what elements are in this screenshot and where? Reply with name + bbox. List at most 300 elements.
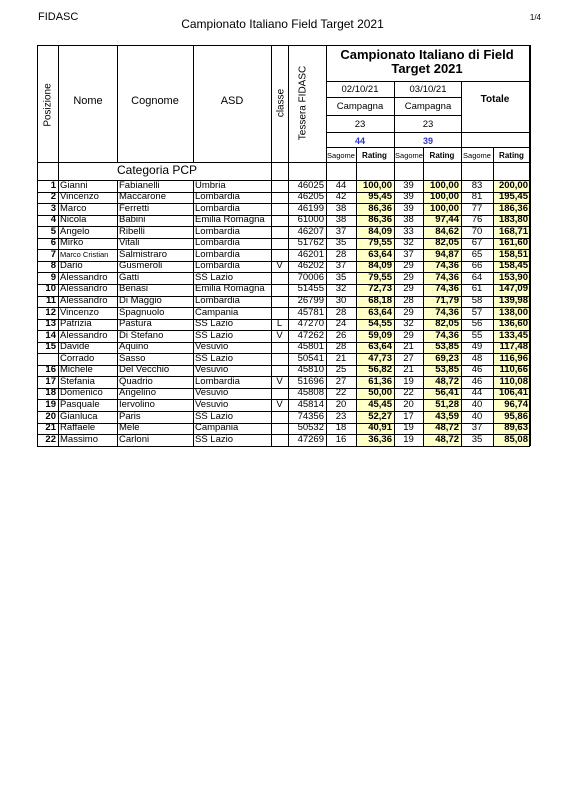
cell-sagome-totale: 57 bbox=[471, 307, 483, 318]
cell-sagome-2: 29 bbox=[403, 307, 414, 318]
cell-rating-1: 68,18 bbox=[368, 296, 392, 306]
event-2-max: 39 bbox=[422, 136, 433, 146]
cell-rating-2: 48,72 bbox=[435, 423, 459, 434]
row-divider bbox=[37, 192, 530, 193]
cell-posizione: 9 bbox=[50, 272, 56, 283]
cell-sagome-1: 38 bbox=[335, 203, 347, 214]
cell-cognome: Ferretti bbox=[119, 203, 150, 214]
cell-sagome-1: 18 bbox=[335, 423, 347, 434]
cell-nome: Gianluca bbox=[60, 411, 98, 422]
subheader-rating-2: Rating bbox=[429, 151, 455, 160]
cell-asd: Vesuvio bbox=[195, 365, 229, 376]
cell-tessera: 45801 bbox=[297, 342, 324, 353]
cell-sagome-1: 28 bbox=[335, 249, 347, 260]
cell-sagome-2: 20 bbox=[403, 399, 414, 410]
results-table bbox=[37, 45, 530, 468]
cell-cognome: Salmistraro bbox=[119, 249, 168, 260]
cell-sagome-totale: 55 bbox=[471, 330, 483, 341]
event-1-type: Campagna bbox=[336, 101, 384, 112]
cell-classe: V bbox=[276, 399, 283, 410]
cell-sagome-2: 33 bbox=[403, 226, 414, 237]
cell-rating-1: 95,45 bbox=[368, 192, 392, 203]
cell-nome: Alessandro bbox=[60, 272, 108, 283]
cell-nome: Alessandro bbox=[60, 284, 108, 295]
cell-rating-1: 72,73 bbox=[368, 284, 392, 295]
cell-rating-totale: 195,45 bbox=[498, 192, 528, 203]
cell-asd: Lombardia bbox=[195, 376, 240, 387]
cell-rating-totale: 153,90 bbox=[498, 272, 528, 283]
cell-asd: Umbria bbox=[195, 180, 226, 191]
cell-sagome-totale: 65 bbox=[471, 249, 483, 260]
event-1-date: 02/10/21 bbox=[341, 84, 379, 95]
cell-sagome-1: 35 bbox=[335, 272, 347, 283]
table-left-border bbox=[37, 45, 38, 446]
cell-tessera: 50541 bbox=[297, 353, 324, 364]
subheader-rating-1: Rating bbox=[362, 151, 387, 160]
cell-rating-totale: 96,74 bbox=[504, 399, 528, 410]
cell-rating-2: 100,00 bbox=[429, 180, 459, 191]
cell-rating-totale: 136,60 bbox=[498, 319, 528, 330]
cell-rating-1: 56,82 bbox=[368, 365, 392, 376]
cell-rating-2: 53,85 bbox=[435, 342, 459, 353]
cell-sagome-totale: 56 bbox=[471, 319, 483, 330]
cell-sagome-1: 25 bbox=[335, 365, 347, 376]
cell-tessera: 46199 bbox=[297, 203, 324, 214]
cell-rating-1: 84,09 bbox=[368, 261, 392, 272]
row-divider bbox=[326, 132, 530, 133]
cell-rating-2: 97,44 bbox=[435, 215, 459, 226]
cell-rating-2: 82,05 bbox=[435, 319, 459, 330]
subheader-sagome-2: Sagome bbox=[395, 151, 423, 160]
cell-tessera: 26799 bbox=[297, 296, 324, 306]
column-divider bbox=[288, 45, 289, 446]
cell-cognome: Iervolino bbox=[119, 399, 155, 410]
cell-posizione: 17 bbox=[45, 376, 56, 387]
cell-rating-totale: 138,00 bbox=[498, 307, 528, 318]
cell-classe: V bbox=[276, 376, 283, 387]
cell-rating-totale: 89,63 bbox=[504, 423, 528, 434]
cell-sagome-totale: 81 bbox=[471, 192, 483, 203]
cell-sagome-1: 20 bbox=[335, 399, 347, 410]
cell-sagome-1: 16 bbox=[335, 434, 347, 445]
cell-rating-totale: 168,71 bbox=[498, 226, 528, 237]
event-2-date: 03/10/21 bbox=[409, 84, 447, 95]
cell-rating-totale: 186,36 bbox=[498, 203, 528, 214]
row-divider bbox=[37, 261, 530, 262]
cell-tessera: 51762 bbox=[297, 238, 324, 249]
cell-sagome-totale: 40 bbox=[471, 399, 483, 410]
subheader-sagome-1: Sagome bbox=[327, 151, 355, 160]
header-cognome: Cognome bbox=[131, 95, 179, 107]
cell-rating-2: 74,36 bbox=[435, 284, 459, 295]
cell-asd: SS Lazio bbox=[195, 434, 234, 445]
cell-sagome-1: 26 bbox=[335, 330, 347, 341]
cell-tessera: 61000 bbox=[297, 215, 324, 226]
cell-nome: Corrado bbox=[60, 353, 95, 364]
cell-tessera: 45810 bbox=[297, 365, 324, 376]
cell-sagome-totale: 66 bbox=[471, 261, 483, 272]
cell-nome: Alessandro bbox=[60, 330, 108, 341]
cell-rating-totale: 106,41 bbox=[498, 388, 528, 399]
cell-rating-1: 36,36 bbox=[368, 434, 392, 445]
cell-sagome-2: 21 bbox=[403, 342, 414, 353]
cell-cognome: Di Stefano bbox=[119, 330, 164, 341]
cell-nome: Angelo bbox=[60, 226, 90, 237]
cell-cognome: Gatti bbox=[119, 272, 140, 283]
cell-sagome-1: 23 bbox=[335, 411, 347, 422]
column-divider bbox=[493, 147, 494, 446]
cell-asd: Lombardia bbox=[195, 203, 240, 214]
cell-rating-totale: 158,45 bbox=[498, 261, 528, 272]
event-2-targets: 23 bbox=[422, 119, 434, 130]
row-divider bbox=[37, 353, 530, 354]
cell-sagome-totale: 46 bbox=[471, 365, 483, 376]
header-tessera: Tessera FIDASC bbox=[297, 65, 309, 141]
cell-tessera: 45808 bbox=[297, 388, 324, 399]
cell-asd: Lombardia bbox=[195, 261, 240, 272]
cell-rating-2: 74,36 bbox=[435, 330, 459, 341]
cell-cognome: Del Vecchio bbox=[119, 365, 170, 376]
cell-cognome: Carloni bbox=[119, 434, 150, 445]
cell-rating-totale: 161,60 bbox=[498, 238, 528, 249]
column-divider bbox=[326, 45, 327, 446]
cell-asd: SS Lazio bbox=[195, 353, 234, 364]
cell-asd: Lombardia bbox=[195, 226, 240, 237]
cell-cognome: Gusmeroli bbox=[119, 261, 163, 272]
cell-sagome-totale: 37 bbox=[471, 423, 483, 434]
cell-nome: Stefania bbox=[60, 376, 95, 387]
cell-asd: Campania bbox=[195, 423, 239, 434]
row-divider bbox=[37, 272, 530, 273]
cell-posizione: 19 bbox=[45, 399, 56, 410]
cell-tessera: 47269 bbox=[297, 434, 324, 445]
cell-cognome: Babini bbox=[119, 215, 146, 226]
cell-sagome-2: 27 bbox=[403, 353, 414, 364]
column-divider bbox=[394, 81, 395, 446]
cell-posizione: 2 bbox=[50, 192, 56, 203]
cell-sagome-totale: 77 bbox=[471, 203, 483, 214]
event-1-max: 44 bbox=[354, 136, 365, 146]
cell-sagome-totale: 44 bbox=[471, 388, 483, 399]
column-divider bbox=[461, 81, 462, 446]
cell-asd: Emilia Romagna bbox=[195, 284, 265, 295]
cell-cognome: Mele bbox=[119, 423, 140, 434]
cell-posizione: 20 bbox=[45, 411, 56, 422]
header-totale: Totale bbox=[480, 94, 510, 105]
row-divider bbox=[37, 434, 530, 435]
cell-cognome: Ribelli bbox=[119, 226, 145, 237]
cell-sagome-1: 28 bbox=[335, 307, 347, 318]
cell-rating-totale: 117,48 bbox=[499, 342, 528, 353]
cell-rating-1: 59,09 bbox=[368, 330, 392, 341]
cell-rating-1: 63,64 bbox=[368, 342, 392, 353]
cell-rating-2: 74,36 bbox=[435, 261, 459, 272]
cell-cognome: Paris bbox=[119, 411, 141, 422]
cell-cognome: Pastura bbox=[119, 319, 152, 330]
cell-tessera: 50532 bbox=[297, 423, 324, 434]
cell-rating-1: 63,64 bbox=[368, 307, 392, 318]
cell-classe: L bbox=[276, 319, 283, 330]
cell-cognome: Di Maggio bbox=[119, 296, 162, 306]
cell-rating-2: 69,23 bbox=[435, 353, 459, 364]
cell-asd: SS Lazio bbox=[195, 319, 234, 330]
column-divider bbox=[193, 45, 194, 162]
row-divider bbox=[37, 330, 530, 331]
cell-rating-totale: 158,51 bbox=[498, 249, 528, 260]
cell-rating-totale: 183,80 bbox=[498, 215, 528, 226]
header-posizione: Posizione bbox=[42, 83, 54, 127]
cell-sagome-totale: 61 bbox=[471, 284, 483, 295]
subheader-rating-tot: Rating bbox=[499, 151, 524, 160]
row-divider bbox=[37, 215, 530, 216]
row-divider bbox=[37, 365, 530, 366]
cell-nome: Alessandro bbox=[60, 296, 108, 306]
row-divider bbox=[37, 180, 530, 181]
cell-posizione: 11 bbox=[45, 296, 56, 306]
cell-posizione: 12 bbox=[45, 307, 56, 318]
cell-nome: Vincenzo bbox=[60, 192, 99, 203]
cell-rating-totale: 95,86 bbox=[504, 411, 528, 422]
cell-rating-2: 100,00 bbox=[429, 203, 459, 214]
cell-posizione: 4 bbox=[50, 215, 56, 226]
cell-sagome-2: 17 bbox=[403, 411, 414, 422]
category-label: Categoria PCP bbox=[117, 164, 198, 177]
cell-nome: Nicola bbox=[60, 215, 87, 226]
cell-rating-2: 74,36 bbox=[435, 307, 459, 318]
cell-cognome: Aquino bbox=[119, 342, 149, 353]
cell-asd: SS Lazio bbox=[195, 411, 234, 422]
cell-sagome-1: 44 bbox=[335, 180, 347, 191]
row-divider bbox=[37, 342, 530, 343]
cell-asd: Vesuvio bbox=[195, 388, 229, 399]
row-divider bbox=[37, 423, 530, 424]
cell-sagome-1: 32 bbox=[335, 284, 347, 295]
cell-cognome: Sasso bbox=[119, 353, 146, 364]
column-divider bbox=[58, 45, 59, 446]
cell-rating-totale: 139,98 bbox=[498, 296, 528, 306]
cell-posizione: 8 bbox=[50, 261, 56, 272]
cell-rating-totale: 133,45 bbox=[498, 330, 528, 341]
cell-cognome: Maccarone bbox=[119, 192, 166, 203]
cell-sagome-2: 29 bbox=[403, 272, 414, 283]
cell-rating-1: 45,45 bbox=[368, 399, 392, 410]
cell-tessera: 45781 bbox=[297, 307, 324, 318]
cell-tessera: 46205 bbox=[297, 192, 324, 203]
cell-tessera: 74356 bbox=[297, 411, 324, 422]
row-divider bbox=[37, 226, 530, 227]
cell-rating-2: 43,59 bbox=[435, 411, 459, 422]
cell-nome: Marco bbox=[60, 203, 87, 214]
row-divider bbox=[37, 162, 530, 163]
cell-sagome-2: 32 bbox=[403, 319, 414, 330]
cell-sagome-totale: 35 bbox=[471, 434, 483, 445]
column-divider bbox=[117, 45, 118, 162]
cell-sagome-totale: 70 bbox=[471, 226, 483, 237]
cell-sagome-totale: 76 bbox=[471, 215, 483, 226]
column-divider bbox=[271, 45, 272, 446]
cell-sagome-2: 29 bbox=[403, 261, 414, 272]
cell-rating-2: 100,00 bbox=[429, 192, 459, 203]
row-divider bbox=[37, 411, 530, 412]
cell-nome: Michele bbox=[60, 365, 93, 376]
cell-sagome-totale: 83 bbox=[471, 180, 483, 191]
cell-nome: Dario bbox=[60, 261, 83, 272]
header-classe: classe bbox=[275, 88, 287, 118]
cell-asd: Lombardia bbox=[195, 238, 240, 249]
cell-nome: Raffaele bbox=[60, 423, 96, 434]
cell-rating-1: 100,00 bbox=[362, 180, 392, 191]
cell-sagome-1: 28 bbox=[335, 342, 347, 353]
row-divider bbox=[37, 446, 530, 447]
cell-sagome-1: 42 bbox=[335, 192, 347, 203]
cell-sagome-1: 37 bbox=[335, 226, 347, 237]
cell-tessera: 47262 bbox=[297, 330, 324, 341]
subheader-sagome-tot: Sagome bbox=[463, 151, 491, 160]
cell-posizione: 15 bbox=[45, 342, 56, 353]
cell-rating-2: 56,41 bbox=[435, 388, 459, 399]
cell-sagome-2: 29 bbox=[403, 284, 414, 295]
cell-asd: Lombardia bbox=[195, 192, 240, 203]
cell-cognome: Benasi bbox=[119, 284, 149, 295]
cell-rating-totale: 110,08 bbox=[499, 376, 528, 387]
cell-tessera: 45814 bbox=[297, 399, 324, 410]
cell-sagome-2: 38 bbox=[403, 215, 414, 226]
page-title: Campionato Italiano Field Target 2021 bbox=[181, 17, 384, 31]
cell-rating-2: 51,28 bbox=[435, 399, 459, 410]
column-divider bbox=[423, 147, 424, 446]
cell-rating-totale: 200,00 bbox=[498, 180, 528, 191]
row-divider bbox=[37, 249, 530, 250]
event-2-type: Campagna bbox=[404, 101, 452, 112]
column-divider bbox=[193, 180, 194, 446]
cell-asd: SS Lazio bbox=[195, 272, 234, 283]
page-number: 1/4 bbox=[529, 13, 541, 22]
row-divider bbox=[37, 296, 530, 297]
cell-sagome-2: 39 bbox=[403, 180, 414, 191]
row-divider bbox=[37, 203, 530, 204]
row-divider bbox=[37, 399, 530, 400]
cell-rating-totale: 116,96 bbox=[499, 353, 528, 364]
header-nome: Nome bbox=[73, 95, 103, 107]
cell-sagome-1: 27 bbox=[335, 376, 347, 387]
cell-posizione: 1 bbox=[50, 180, 56, 191]
table-top-border bbox=[37, 45, 530, 46]
cell-rating-2: 74,36 bbox=[435, 272, 459, 283]
cell-sagome-2: 37 bbox=[403, 249, 414, 260]
column-divider bbox=[117, 180, 118, 446]
cell-asd: Lombardia bbox=[195, 296, 240, 306]
cell-rating-2: 82,05 bbox=[435, 238, 459, 249]
cell-rating-1: 63,64 bbox=[368, 249, 392, 260]
row-divider bbox=[37, 284, 530, 285]
cell-rating-2: 84,62 bbox=[435, 226, 459, 237]
column-divider bbox=[356, 147, 357, 446]
cell-rating-totale: 110,66 bbox=[499, 365, 528, 376]
cell-rating-1: 79,55 bbox=[368, 272, 392, 283]
cell-classe: V bbox=[276, 330, 283, 341]
cell-sagome-1: 37 bbox=[335, 261, 347, 272]
cell-nome: Pasquale bbox=[60, 399, 100, 410]
cell-sagome-totale: 49 bbox=[471, 342, 483, 353]
header-asd: ASD bbox=[220, 95, 244, 107]
cell-rating-1: 84,09 bbox=[368, 226, 392, 237]
cell-asd: Campania bbox=[195, 307, 239, 318]
cell-posizione: 10 bbox=[45, 284, 56, 295]
cell-rating-2: 53,85 bbox=[435, 365, 459, 376]
cell-sagome-1: 24 bbox=[335, 319, 347, 330]
cell-posizione: 3 bbox=[50, 203, 56, 214]
row-divider bbox=[37, 388, 530, 389]
cell-tessera: 70006 bbox=[297, 272, 324, 283]
cell-tessera: 46207 bbox=[297, 226, 324, 237]
cell-posizione: 21 bbox=[45, 423, 56, 434]
cell-nome: Domenico bbox=[60, 388, 103, 399]
cell-classe: V bbox=[276, 261, 283, 272]
cell-rating-1: 47,73 bbox=[368, 353, 392, 364]
cell-sagome-2: 19 bbox=[403, 423, 414, 434]
cell-sagome-1: 22 bbox=[335, 388, 347, 399]
cell-rating-1: 50,00 bbox=[368, 388, 392, 399]
cell-sagome-2: 28 bbox=[403, 296, 414, 306]
cell-rating-2: 71,79 bbox=[435, 296, 459, 306]
cell-rating-1: 79,55 bbox=[368, 238, 392, 249]
cell-sagome-2: 19 bbox=[403, 376, 414, 387]
table-right-border bbox=[529, 45, 531, 446]
cell-cognome: Spagnuolo bbox=[119, 307, 165, 318]
row-divider bbox=[37, 307, 530, 308]
cell-asd: Vesuvio bbox=[195, 399, 229, 410]
cell-rating-1: 86,36 bbox=[368, 203, 392, 214]
cell-sagome-totale: 46 bbox=[471, 376, 483, 387]
cell-sagome-2: 39 bbox=[403, 192, 414, 203]
cell-nome: Patrizia bbox=[60, 319, 92, 330]
cell-tessera: 51696 bbox=[297, 376, 324, 387]
cell-posizione: 16 bbox=[45, 365, 56, 376]
cell-sagome-1: 35 bbox=[335, 238, 347, 249]
cell-tessera: 46202 bbox=[297, 261, 324, 272]
cell-nome: Massimo bbox=[60, 434, 99, 445]
cell-sagome-totale: 58 bbox=[471, 296, 483, 306]
cell-sagome-totale: 64 bbox=[471, 272, 483, 283]
cell-posizione: 18 bbox=[45, 388, 56, 399]
cell-asd: Lombardia bbox=[195, 249, 240, 260]
cell-rating-2: 48,72 bbox=[435, 376, 459, 387]
cell-posizione: 7 bbox=[50, 249, 56, 260]
cell-tessera: 46201 bbox=[297, 249, 324, 260]
row-divider bbox=[326, 81, 530, 82]
cell-sagome-totale: 67 bbox=[471, 238, 483, 249]
cell-asd: Vesuvio bbox=[195, 342, 229, 353]
cell-cognome: Fabianelli bbox=[119, 180, 160, 191]
cell-posizione: 6 bbox=[50, 238, 56, 249]
cell-nome: Davide bbox=[60, 342, 90, 353]
cell-cognome: Quadrio bbox=[119, 376, 153, 387]
event-1-targets: 23 bbox=[354, 119, 366, 130]
cell-rating-1: 86,36 bbox=[368, 215, 392, 226]
cell-nome: Marco Cristian bbox=[60, 249, 109, 259]
cell-posizione: 22 bbox=[45, 434, 56, 445]
cell-rating-1: 61,36 bbox=[368, 376, 392, 387]
cell-rating-1: 52,27 bbox=[368, 411, 392, 422]
cell-rating-totale: 147,09 bbox=[498, 284, 528, 295]
cell-tessera: 46025 bbox=[297, 180, 324, 191]
cell-rating-2: 94,87 bbox=[435, 249, 459, 260]
cell-sagome-2: 22 bbox=[403, 388, 414, 399]
cell-rating-1: 40,91 bbox=[368, 423, 392, 434]
cell-sagome-totale: 40 bbox=[471, 411, 483, 422]
cell-rating-1: 54,55 bbox=[368, 319, 392, 330]
cell-posizione: 5 bbox=[50, 226, 56, 237]
